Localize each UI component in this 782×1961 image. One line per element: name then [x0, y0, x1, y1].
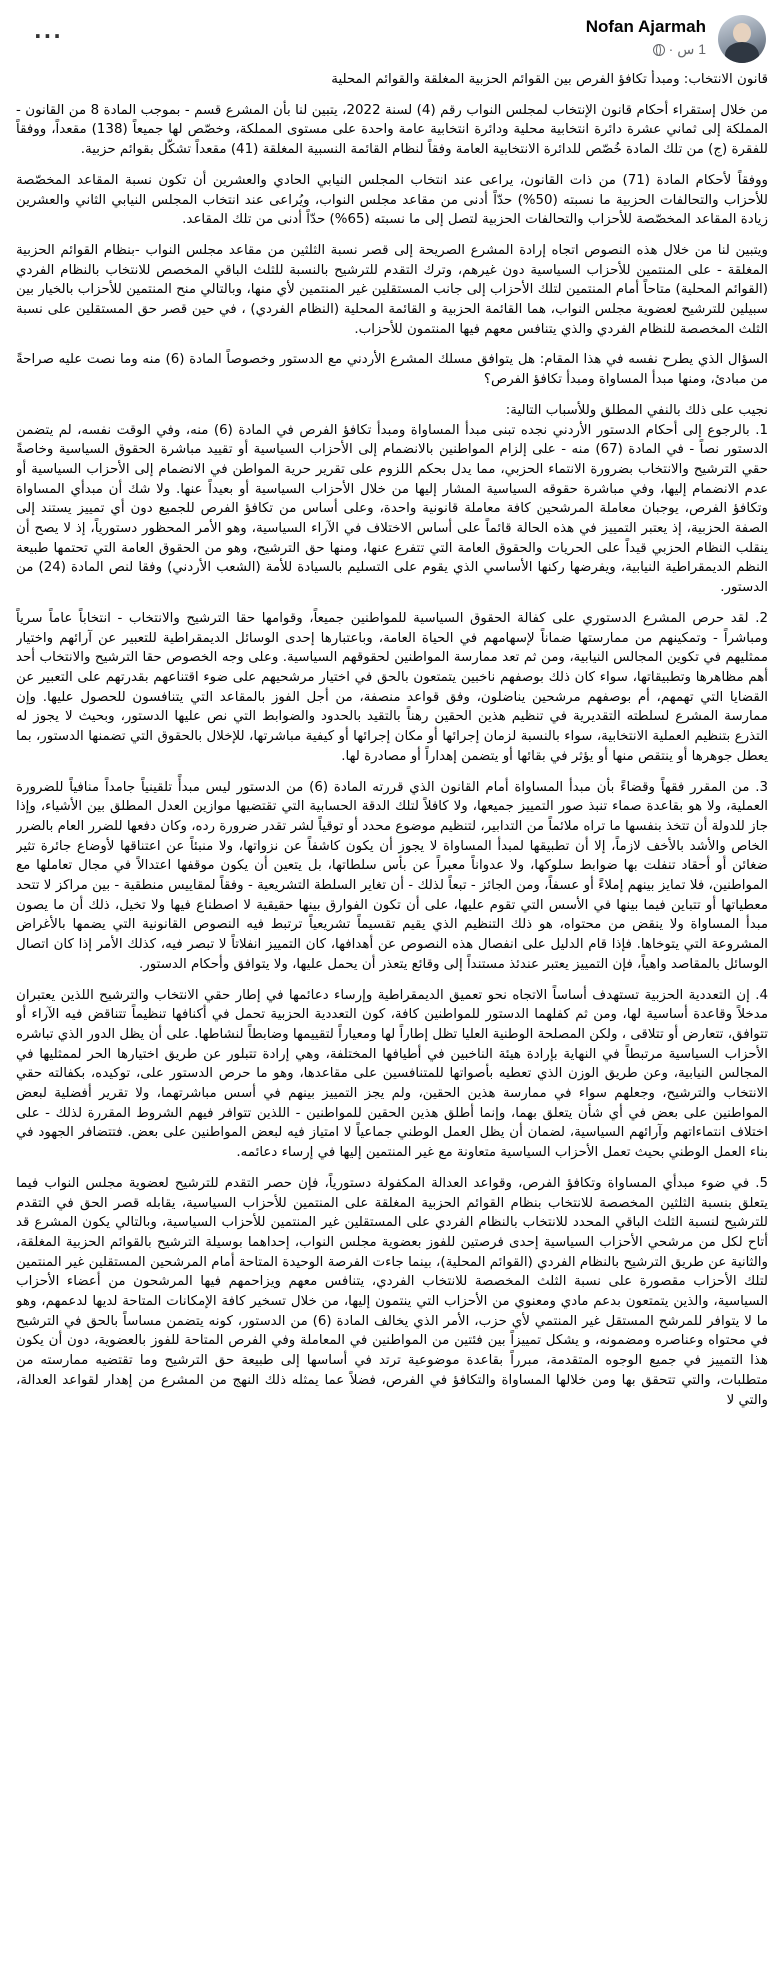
post-body: [16, 70, 768, 1958]
post-paragraph: 2. لقد حرص المشرع الدستوري على كفالة الحقوق السياسية للمواطنين جميعاً، وقوامها حقا الترشيح والانتخاب - انتخاباً عاماً سرياً ومباشراً - وتمكينهم من ممارستها ضماناً لإسهامهم في الحياة العامة، وباعتبارها إحدى الوسائل الديمقراطية للتعبير عن آرائهم واختيار ممثليهم في تكوين المجالس النيابية، ومن ثم تعد ممارسة المواطنين لحقوقهم السياسية. وعلى وجه الخصوص حقا الترشيح والانتخاب أحد أهم مظاهرها وتطبيقاتها، سواء كان ذلك بوصفهم ناخبين يتمتعون بالحق في اختيار مرشحيهم على ضوء اقتناعهم بقدرتهم على التعبير عن القضايا التي تهمهم، أم بوصفهم مرشحين يناضلون، وفق قواعد منصفة، من أجل الفوز بالمقاعد التي يتنافسون للحصول عليها. وإن ممارسة المشرع لسلطته التقديرية في تنظيم هذين الحقين رهناً بالتقيد بالحدود والضوابط التي نص عليها الدستور، وبحيث لا يجوز له التذرع بتنظيم العملية الانتخابية، سواء بالنسبة لزمان إجرائها أو مكان إجرائها أو كيفية مباشرتها، للإخلال بالحقوق التي تضمنها الدستور، بما يعطل جوهرها أو ينتقص منها أو يؤثر في بقائها أو يتضمن إهداراً أو مصادرة لها.: [16, 610, 768, 764]
avatar-head-shape: [733, 23, 751, 43]
avatar[interactable]: [718, 15, 766, 63]
post-paragraph: 3. من المقرر فقهاً وقضاءً بأن مبدأ المساواة أمام القانون الذي قررته المادة (6) من الدستور ليس مبدأً تلقينياً جامداً منافياً للضرورة العملية، ولا هو بقاعدة صماء تنبذ صور التمييز جميعها، ولا كافلاً لتلك الدقة الحسابية التي تقتضيها موازين العدل المطلق بين الأشياء، وإذا جاز للدولة أن تتخذ بنفسها ما تراه ملائماً من التدابير، لتنظيم موضوع محدد أو توقياً لشر تقدر ضرورة رده، وكان دفعها للضرر العام بالضرر الخاص والأشد بالأخف لازماً، إلا أن تطبيقها لمبدأ المساواة لا يجوز أن يكون كاشفاً عن نزواتها، ولا منبئاً عن اعتناقها لأوضاع جائرة تثير ضغائن أو أحقاد تنفلت بها ضوابط سلوكها، ولا عدواناً معبراً عن بأس سلطاتها، بل يتعين أن يكون موقفها اعتدالاً في مجال تعاملها مع المواطنين، فلا تمايز بينهم إملاءً أو عسفاً، ومن الجائز - تبعاً لذلك - أن تغاير السلطة التشريعية - وفقاً لمقاييس منطقية - بين مراكز لا تتحد معطياتها أو تتباين فيما بينها في الأسس التي تقوم عليها، على أن تكون الفوارق بينها حقيقية لا اصطناع فيها ولا تخيل، ذلك أن ما يصون مبدأ المساواة ولا ينقض من محتواه، هو ذلك التنظيم الذي يقيم تقسيماً تشريعياً ترتبط فيه النصوص القانونية التي يضمها بالأغراض المشروعة التي يتوخاها. فإذا قام الدليل على انفصال هذه النصوص عن أهدافها، كان التمييز انفلاتاً لا تبصر فيه، كذلك الأمر إذا كان اتصال الوسائل بالمقاصد واهياً، فإن التمييز يعتبر عندئذ مستنداً إلى وقائع يتعذر أن يحمل عليها، ولا يتوافق وأحكام الدستور.: [16, 779, 768, 972]
post-title: قانون الانتخاب: ومبدأ تكافؤ الفرص بين القوائم الحزبية المغلقة والقوائم المحلية: [331, 72, 768, 87]
post-paragraph: 5. في ضوء مبدأي المساواة وتكافؤ الفرص، وقواعد العدالة المكفولة دستورياً، فإن حصر التقدم للترشيح لعضوية مجلس النواب فيما يتعلق بنسبة الثلثين المخصصة للانتخاب بنظام القوائم الحزبية المغلقة على المنتمين للأحزاب السياسية، يقابله قصر الحق في التقدم للترشيح لنسبة الثلث الباقي المحدد للانتخاب بالنظام الفردي على المستقلين غير المنتمين للأحزاب السياسية، وبالتالي يكون المشرع قد أتاح لكل من مرشحي الأحزاب السياسية إحدى فرصتين للفوز بعضوية مجلس النواب، إحداهما بوسيلة الترشيح بالقوائم الحزبية المغلقة، والثانية عن طريق الترشيح بالنظام الفردي (القوائم المحلية)، بينما جاءت الفرصة الوحيدة المتاحة أمام المرشحين المستقلين غير المنتمين لتلك الأحزاب مقصورة على نسبة الثلث المخصصة للانتخاب الفردي، يتنافس معهم ويزاحمهم فيها المرشحون من أعضاء الأحزاب السياسية، والذين يتمتعون بدعم مادي ومعنوي من الأحزاب التي ينتمون إليها، من خلال تسخير كافة الإمكانات المتاحة لديها لدعمهم، وهو ما لا يتوافر للمرشح المستقل غير المنتمي لأي حزب، الأمر الذي يخالف المادة (6) من الدستور، كونه يتضمن مساساً بالحق في الترشيح في محتواه وعناصره ومضمونه، و يشكل تمييزاً بين فئتين من المواطنين في المعاملة وفي الفرص المتاحة للفوز بالعضوية، دون أن يكون هذا التمييز في جميع الوجوه المتقدمة، مبرراً بقاعدة موضوعية ترتد في أساسها إلى طبيعة حق الترشيح وما تقتضيه ممارسته من متطلبات، والتي تتحقق بها ومن خلالها المساواة والتكافؤ في الفرص، فضلاً عما يمثله ذلك النهج من المشرع من إهدار لقواعد العدالة، والتي لا: [16, 1175, 768, 1408]
post-meta: 1 س ·: [650, 41, 706, 58]
globe-icon: [653, 44, 665, 56]
author-name[interactable]: Nofan Ajarmah: [585, 17, 706, 36]
post-header: [0, 0, 782, 66]
post-paragraph: السؤال الذي يطرح نفسه في هذا المقام: هل يتوافق مسلك المشرع الأردني مع الدستور وخصوصاً المادة (6) منه وما نصت عليه صراحةً من مبادئ، ومنها مبدأ المساواة ومبدأ تكافؤ الفرص؟: [16, 352, 768, 388]
post-paragraph: من خلال إستقراء أحكام قانون الإنتخاب لمجلس النواب رقم (4) لسنة 2022، يتبين لنا بأن المشرع قسم - بموجب المادة 8 من القانون - المملكة إلى ثماني عشرة دائرة انتخابية محلية ودائرة انتخابية عامة واحدة على مستوى المملكة، وخصّص لها جميعاً (138) مقعداً، ووفقاً للفقرة (ج) من تلك المادة خُصّص للدائرة الانتخابية العامة وفقاً لنظام القائمة النسبية المغلقة (41) مقعداً تشكّل بقوائم حزبية.: [16, 102, 768, 158]
post-timestamp[interactable]: 1 س: [677, 41, 706, 57]
more-options-icon[interactable]: ···: [34, 24, 63, 48]
post-paragraph: ووفقاً لأحكام المادة (71) من ذات القانون، يراعى عند انتخاب المجلس النيابي الحادي والعشرين أن تكون نسبة المقاعد المخصّصة للأحزاب والتحالفات الحزبية ما نسبته (50%) حدّاً أدنى من مقاعد مجلس النواب، ويُراعى عند انتخاب المجلس النيابي الثاني والعشرين زيادة المقاعد المخصّصة للأحزاب والتحالفات الحزبية لتصل إلى ما نسبته (65%) حدّاً أدنى من تلك المقاعد.: [16, 172, 768, 228]
post-paragraph: 4. إن التعددية الحزبية تستهدف أساساً الاتجاه نحو تعميق الديمقراطية وإرساء دعائمها في إطار حقي الانتخاب والترشيح اللذين يعتبران مدخلاً وقاعدة أساسية لها، ومن ثم كفلهما الدستور للمواطنين كافة، كون التعددية الحزبية تحمل في أكنافها تنظيماً تتناقض فيه الآراء أو تتوافق، تتعارض أو تتلاقى ، ولكن المصلحة الوطنية العليا تظل إطاراً لها ومعياراً لتقييمها وضابطاً لنشاطها. على أن يظل الدور الذي تباشره الأحزاب السياسية مرتبطاً في النهاية بإرادة هيئة الناخبين في أطيافها المختلفة، وهي إرادة تتبلور عن طريق اختيارها الحر لممثليها في المجالس النيابية، وعن طريق الوزن الذي تعطيه بأصواتها للمتنافسين على مقاعدها، وهو ما حرص الدستور على، توكيده، بكفالته حقي الانتخاب والترشيح، وجعلهم سواء في ممارسة هذين الحقين، ولم يجز التمييز بينهم في أسس مباشرتهما، ولا تقرير أفضلية لبعض المواطنين على بعض في أي شأن يتعلق بهما، وإنما أطلق هذين الحقين للمواطنين - اللذين تتوافر فيهم الشروط المقررة لذلك - على اختلاف انتماءاتهم وآرائهم السياسية، لضمان أن يظل العمل الوطني جماعياً لا امتياز فيه لبعض المواطنين على بعض. فتتضافر الجهود في بناء العمل الوطني بحيث تعمل الأحزاب السياسية متعاونة مع غير المنتمين إليها في إرساء دعائمه.: [16, 987, 768, 1161]
post-paragraph: نجيب على ذلك بالنفي المطلق وللأسباب التالية: 1. بالرجوع إلى أحكام الدستور الأردني نجده تبنى مبدأ المساواة ومبدأ تكافؤ الفرص في المادة (6) منه، وفي الوقت نفسه، لم يتضمن الدستور نصاً - في المادة (67) منه - على إلزام المواطنين بالانضمام إلى الأحزاب السياسية أو تقييد مباشرة الحقوق السياسية وخاصةً حقي الترشيح والانتخاب بضرورة الانتماء الحزبي، مما يدل بحكم اللزوم على تقرير حرية المواطن في الانضمام إلى الأحزاب السياسية أو عدم الانضمام إليها، وفي مباشرة حقوقه السياسية المشار إليها من خلال الأحزاب السياسية أو بعيداً عنها. ولا شك أن مبدأي المساواة وتكافؤ الفرص، يوجبان معاملة المرشحين كافة معاملة قانونية واحدة، وعلى أساس من تكافؤ الفرص للجميع دون أي تمييز يستند إلى الصفة الحزبية، إذ يعتبر التمييز في هذه الحالة قائماً على أساس الاختلاف في الآراء السياسية، وهو الأمر المحظور دستورياً، إذ لا يصح أن ينقلب النظام الحزبي قيداً على الحريات والحقوق العامة التي تتفرع عنها، ومنها حق الترشيح، وهو من الحقوق العامة التي تحتمها طبيعة النظم الديمقراطية النيابية، ويفرضها ركنها الأساسي الذي يقوم على التسليم بالسيادة للأمة (الشعب الأردني) وفقا لنص المادة (24) من الدستور.: [16, 402, 768, 596]
post-paragraph: ويتبين لنا من خلال هذه النصوص اتجاه إرادة المشرع الصريحة إلى قصر نسبة الثلثين من مقاعد مجلس النواب -بنظام القوائم الحزبية المغلقة - على المنتمين للأحزاب السياسية دون غيرهم، وترك التقدم للترشيح بالنسبة للثلث الباقي المخصص للانتخاب بالنظام الفردي (القوائم المحلية) متاحاً أمام المنتمين لتلك الأحزاب إلى جانب المستقلين غير المنتمين لأي منها، وبالتالي منح المنتمين للأحزاب بالخيار بين سبيلين للترشيح لعضوية مجلس النواب، هما القائمة الحزبية و القائمة المحلية (النظام الفردي) ، في حين قصر حق المستقلين على نسبة الثلث المخصصة للنظام الفردي والذي يتنافس معهم فيها المنتمون للأحزاب.: [16, 242, 768, 337]
avatar-body-shape: [725, 42, 759, 63]
